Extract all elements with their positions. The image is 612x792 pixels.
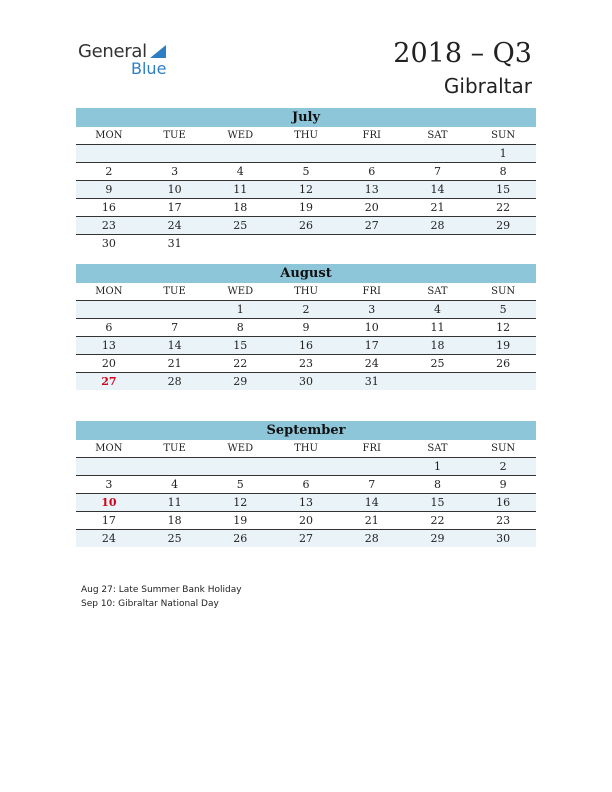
week-row: [76, 476, 536, 494]
weekday-label: THU: [294, 286, 318, 297]
day-cell: 28: [364, 532, 379, 545]
day-cell: 19: [496, 339, 511, 352]
week-row: [76, 319, 536, 337]
month-august: [76, 264, 536, 390]
weekday-label: SAT: [427, 443, 448, 454]
day-cell: 24: [364, 357, 379, 370]
day-cell: 16: [101, 201, 116, 214]
week-row: [76, 494, 536, 512]
day-cell: 11: [430, 321, 445, 334]
day-cell: [405, 145, 471, 162]
day-cell: 16: [496, 496, 511, 509]
day-cell: 30: [101, 237, 116, 250]
day-cell: 2: [302, 303, 310, 316]
holiday-note: Aug 27: Late Summer Bank Holiday: [81, 585, 242, 595]
weekday-label: SUN: [491, 130, 516, 141]
page-title: 2018 – Q3: [393, 38, 532, 69]
day-cell: 22: [496, 201, 511, 214]
day-cell: 27: [299, 532, 314, 545]
day-cell: 8: [236, 321, 244, 334]
day-cell: 6: [368, 165, 376, 178]
weekday-label: SAT: [427, 130, 448, 141]
day-cell: 22: [430, 514, 445, 527]
weekday-header-row: [76, 283, 536, 301]
day-cell: 29: [496, 219, 511, 232]
weekday-label: SUN: [491, 443, 516, 454]
day-cell: 8: [499, 165, 507, 178]
day-cell: [207, 145, 273, 162]
weekday-label: TUE: [163, 443, 186, 454]
day-cell: 9: [499, 478, 507, 491]
day-cell: 26: [299, 219, 314, 232]
day-cell: [76, 301, 142, 318]
day-cell: [273, 145, 339, 162]
week-row: [76, 337, 536, 355]
day-cell: 29: [430, 532, 445, 545]
day-cell: [339, 458, 405, 475]
week-row: [76, 301, 536, 319]
day-cell: 10: [167, 183, 182, 196]
weekday-label: THU: [294, 130, 318, 141]
day-cell: 25: [430, 357, 445, 370]
day-cell: 17: [167, 201, 182, 214]
day-cell: 6: [302, 478, 310, 491]
day-cell: [76, 458, 142, 475]
weekday-header-row: [76, 127, 536, 145]
holiday-note: Sep 10: Gibraltar National Day: [81, 599, 219, 609]
month-title: July: [76, 108, 536, 127]
month-title: September: [76, 421, 536, 440]
day-cell: 31: [364, 375, 379, 388]
day-cell: 9: [302, 321, 310, 334]
day-cell: 1: [433, 460, 441, 473]
day-cell: 26: [233, 532, 248, 545]
day-cell: 20: [299, 514, 314, 527]
day-cell: 3: [171, 165, 179, 178]
day-cell: 14: [430, 183, 445, 196]
day-cell: 14: [167, 339, 182, 352]
day-cell: 26: [496, 357, 511, 370]
day-cell: 24: [167, 219, 182, 232]
day-cell: 1: [499, 147, 507, 160]
day-cell: 7: [368, 478, 376, 491]
day-cell: 16: [299, 339, 314, 352]
week-row: [76, 355, 536, 373]
day-cell: [142, 458, 208, 475]
week-row: [76, 235, 536, 252]
day-cell: 11: [167, 496, 182, 509]
day-cell: [339, 145, 405, 162]
weekday-label: WED: [227, 443, 254, 454]
month-title: August: [76, 264, 536, 283]
day-cell: 21: [430, 201, 445, 214]
day-cell: 17: [101, 514, 116, 527]
day-cell: 19: [299, 201, 314, 214]
day-cell: 1: [236, 303, 244, 316]
day-cell: 6: [105, 321, 113, 334]
holiday-notes: [81, 583, 242, 611]
day-cell: 23: [496, 514, 511, 527]
day-cell: 20: [364, 201, 379, 214]
weekday-label: MON: [95, 443, 123, 454]
day-cell: 12: [496, 321, 511, 334]
day-cell: [470, 235, 536, 252]
day-cell: [207, 235, 273, 252]
day-cell: 5: [236, 478, 244, 491]
day-cell: 14: [364, 496, 379, 509]
day-cell: 2: [105, 165, 113, 178]
week-row: [76, 458, 536, 476]
weekday-label: THU: [294, 443, 318, 454]
week-row: [76, 145, 536, 163]
day-cell: 28: [167, 375, 182, 388]
day-cell: 5: [302, 165, 310, 178]
day-cell: 2: [499, 460, 507, 473]
day-cell: 4: [171, 478, 179, 491]
day-cell: 3: [368, 303, 376, 316]
weekday-label: TUE: [163, 286, 186, 297]
weekday-label: TUE: [163, 130, 186, 141]
logo-general-text: General: [78, 41, 147, 62]
week-row: [76, 512, 536, 530]
day-cell: 17: [364, 339, 379, 352]
week-row: [76, 163, 536, 181]
holiday-day-cell: 10: [101, 496, 117, 509]
weekday-label: WED: [227, 130, 254, 141]
weekday-label: SAT: [427, 286, 448, 297]
day-cell: [405, 235, 471, 252]
day-cell: 21: [167, 357, 182, 370]
day-cell: 7: [171, 321, 179, 334]
day-cell: 30: [496, 532, 511, 545]
weekday-label: FRI: [362, 286, 381, 297]
day-cell: 15: [496, 183, 511, 196]
day-cell: 5: [499, 303, 507, 316]
weekday-label: FRI: [362, 443, 381, 454]
day-cell: [76, 145, 142, 162]
weekday-label: MON: [95, 130, 123, 141]
day-cell: 30: [299, 375, 314, 388]
day-cell: 13: [364, 183, 379, 196]
day-cell: 28: [430, 219, 445, 232]
country-name: Gibraltar: [443, 74, 532, 98]
logo-triangle-icon: [150, 45, 166, 58]
day-cell: 4: [236, 165, 244, 178]
weekday-label: FRI: [362, 130, 381, 141]
day-cell: 27: [364, 219, 379, 232]
month-july: [76, 108, 536, 252]
day-cell: [142, 145, 208, 162]
day-cell: [207, 458, 273, 475]
day-cell: 11: [233, 183, 248, 196]
weekday-header-row: [76, 440, 536, 458]
day-cell: 25: [167, 532, 182, 545]
day-cell: 4: [433, 303, 441, 316]
day-cell: 19: [233, 514, 248, 527]
day-cell: 9: [105, 183, 113, 196]
week-row: [76, 181, 536, 199]
day-cell: 15: [233, 339, 248, 352]
weekday-label: MON: [95, 286, 123, 297]
day-cell: [142, 301, 208, 318]
day-cell: 13: [101, 339, 116, 352]
day-cell: 8: [433, 478, 441, 491]
day-cell: 3: [105, 478, 113, 491]
day-cell: 15: [430, 496, 445, 509]
day-cell: 10: [364, 321, 379, 334]
day-cell: 7: [433, 165, 441, 178]
day-cell: 29: [233, 375, 248, 388]
day-cell: 24: [101, 532, 116, 545]
day-cell: 18: [233, 201, 248, 214]
day-cell: 23: [101, 219, 116, 232]
day-cell: 23: [299, 357, 314, 370]
day-cell: 12: [299, 183, 314, 196]
day-cell: 22: [233, 357, 248, 370]
day-cell: 18: [167, 514, 182, 527]
month-september: [76, 421, 536, 547]
week-row: [76, 199, 536, 217]
week-row: [76, 373, 536, 390]
day-cell: 25: [233, 219, 248, 232]
day-cell: 31: [167, 237, 182, 250]
day-cell: 21: [364, 514, 379, 527]
logo-blue-text: Blue: [131, 59, 167, 78]
day-cell: 18: [430, 339, 445, 352]
week-row: [76, 530, 536, 547]
generalblue-logo: [78, 41, 188, 81]
day-cell: [339, 235, 405, 252]
day-cell: [273, 458, 339, 475]
day-cell: [470, 373, 536, 390]
day-cell: [405, 373, 471, 390]
day-cell: 13: [299, 496, 314, 509]
week-row: [76, 217, 536, 235]
weekday-label: WED: [227, 286, 254, 297]
day-cell: [273, 235, 339, 252]
holiday-day-cell: 27: [101, 375, 117, 388]
day-cell: 12: [233, 496, 248, 509]
weekday-label: SUN: [491, 286, 516, 297]
day-cell: 20: [101, 357, 116, 370]
